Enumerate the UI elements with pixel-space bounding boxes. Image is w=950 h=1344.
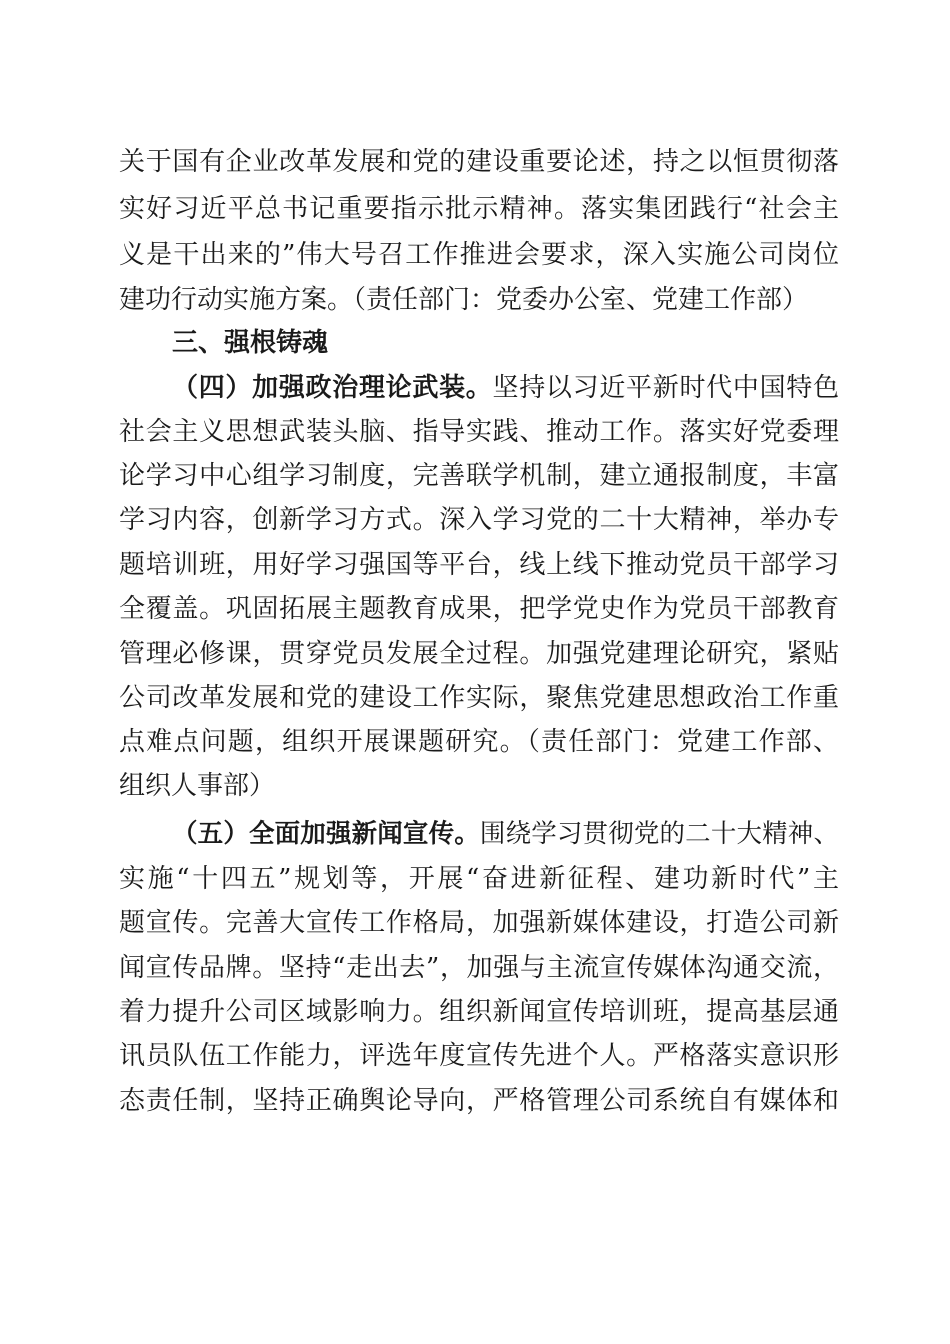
- paragraph-line: 着力提升公司区域影响力。组织新闻宣传培训班，提高基层通: [119, 997, 839, 1027]
- paragraph-line-rest: 围绕学习贯彻党的二十大精神、: [479, 819, 839, 849]
- paragraph-line: 组织人事部）: [119, 771, 276, 801]
- paragraph-line: 态责任制，坚持正确舆论导向，严格管理公司系统自有媒体和: [119, 1086, 839, 1116]
- paragraph-line: 建功行动实施方案。（责任部门：党委办公室、党建工作部）: [119, 285, 809, 315]
- paragraph-line: 题培训班，用好学习强国等平台，线上线下推动党员干部学习: [119, 550, 839, 580]
- paragraph-line: 全覆盖。巩固拓展主题教育成果，把学党史作为党员干部教育: [119, 594, 839, 624]
- paragraph-line: 学习内容，创新学习方式。深入学习党的二十大精神，举办专: [119, 505, 839, 535]
- paragraph-first-line: [172, 814, 839, 854]
- paragraph-line: 实好习近平总书记重要指示批示精神。落实集团践行“社会主: [119, 194, 839, 224]
- paragraph-line: 义是干出来的”伟大号召工作推进会要求，深入实施公司岗位: [119, 240, 839, 270]
- paragraph-lead: （四）加强政治理论武装。: [172, 373, 493, 403]
- paragraph-line: 社会主义思想武装头脑、指导实践、推动工作。落实好党委理: [119, 417, 839, 447]
- paragraph-line: 论学习中心组学习制度，完善联学机制，建立通报制度，丰富: [119, 461, 839, 491]
- paragraph-lead: （五）全面加强新闻宣传。: [172, 819, 480, 849]
- paragraph-line: 管理必修课，贯穿党员发展全过程。加强党建理论研究，紧贴: [119, 639, 839, 669]
- section-heading: 三、强根铸魂: [172, 328, 329, 358]
- paragraph-line: 闻宣传品牌。坚持“走出去”，加强与主流宣传媒体沟通交流，: [119, 953, 839, 983]
- paragraph-line: 实施“十四五”规划等，开展“奋进新征程、建功新时代”主: [119, 864, 839, 894]
- paragraph-line: 公司改革发展和党的建设工作实际，聚焦党建思想政治工作重: [119, 683, 839, 713]
- paragraph-line: 题宣传。完善大宣传工作格局，加强新媒体建设，打造公司新: [119, 908, 839, 938]
- paragraph-first-line: [172, 368, 839, 408]
- paragraph-line-rest: 坚持以习近平新时代中国特色: [492, 373, 839, 403]
- paragraph-line: 点难点问题，组织开展课题研究。（责任部门：党建工作部、: [119, 727, 839, 757]
- paragraph-line: 讯员队伍工作能力，评选年度宣传先进个人。严格落实意识形: [119, 1041, 839, 1071]
- paragraph-line: 关于国有企业改革发展和党的建设重要论述，持之以恒贯彻落: [119, 147, 839, 177]
